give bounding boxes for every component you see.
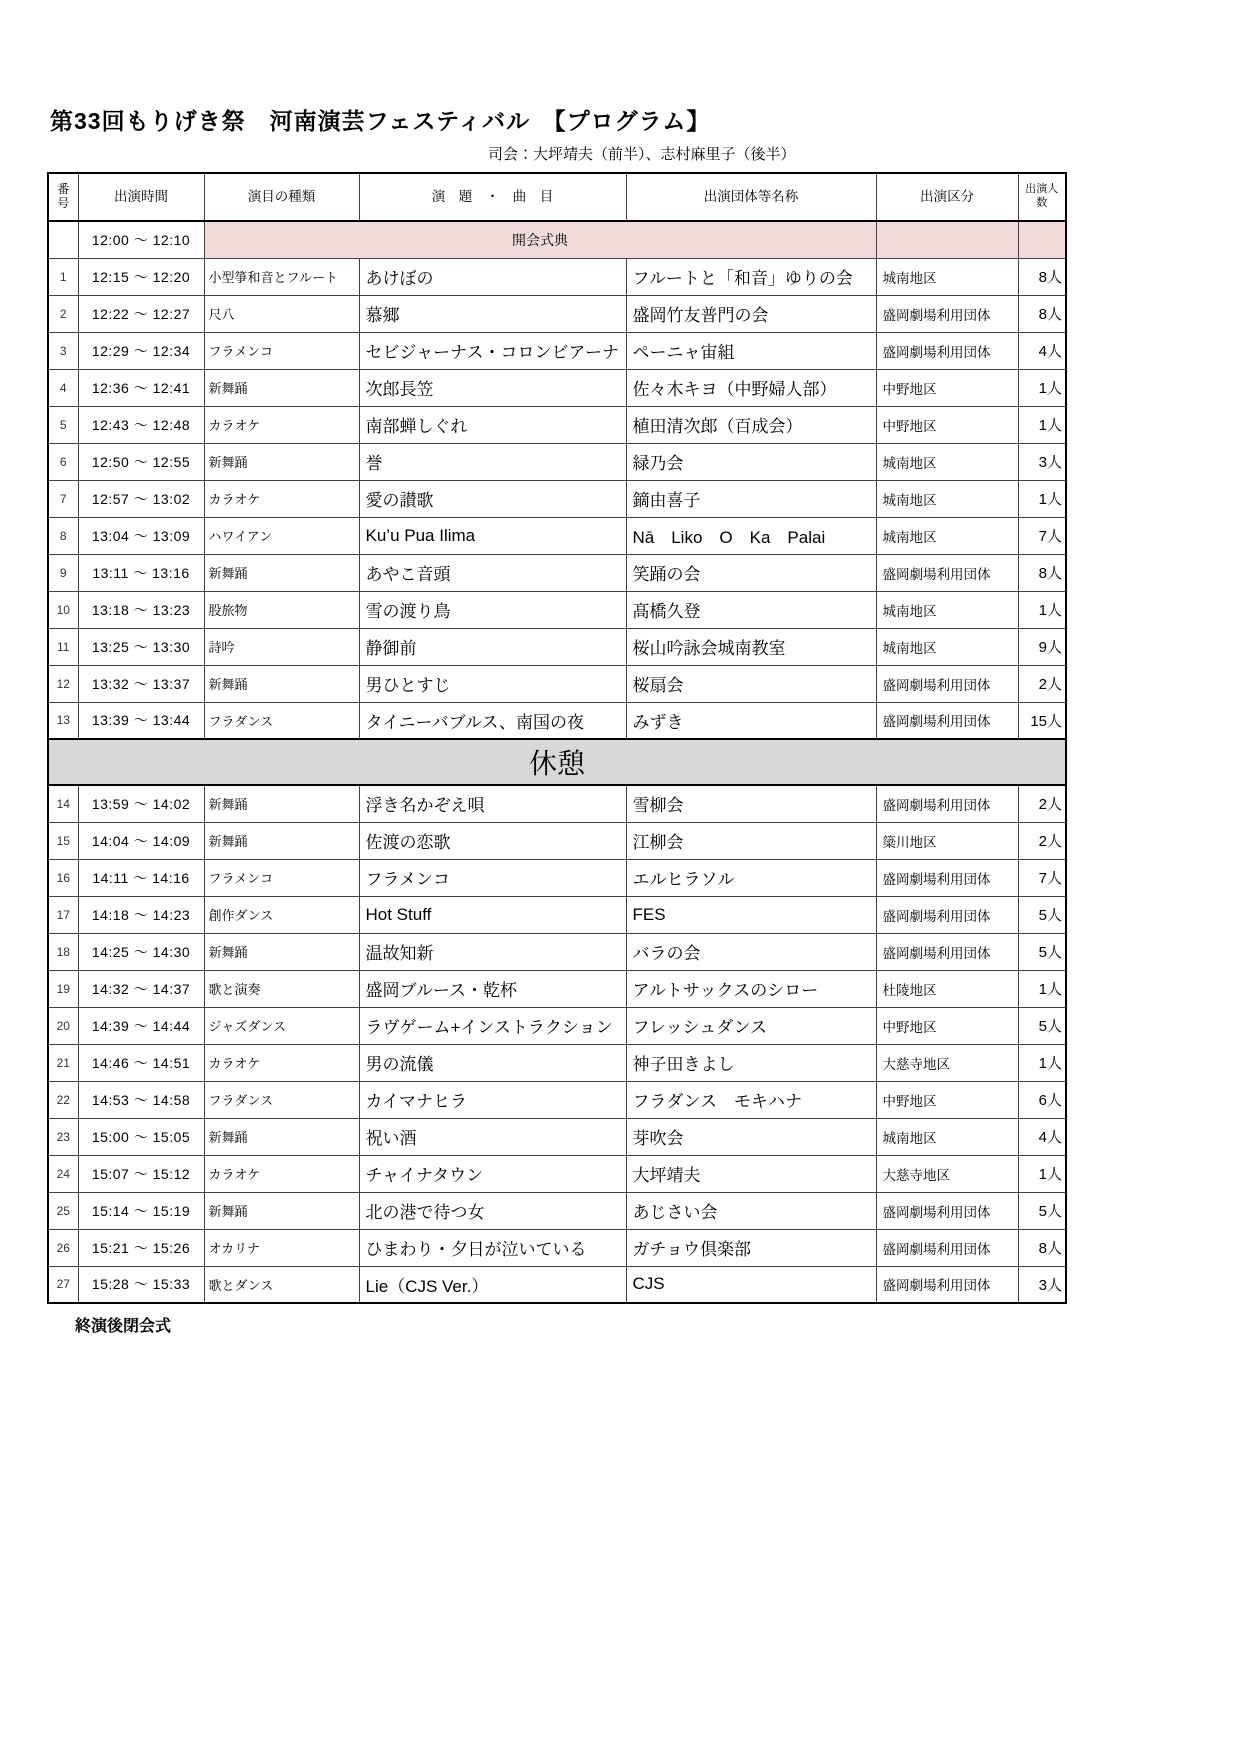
cell-no: 8 xyxy=(48,517,78,554)
cell-time: 14:04 ～ 14:09 xyxy=(78,822,204,859)
cell-count: 5人 xyxy=(1018,1192,1066,1229)
cell-no: 7 xyxy=(48,480,78,517)
cell-category: 大慈寺地区 xyxy=(876,1155,1018,1192)
cell-genre: フラメンコ xyxy=(204,332,359,369)
cell-no: 2 xyxy=(48,295,78,332)
table-row xyxy=(48,628,1066,665)
cell-count: 7人 xyxy=(1018,859,1066,896)
cell-group: バラの会 xyxy=(626,933,876,970)
cell-count: 4人 xyxy=(1018,332,1066,369)
cell-group: 鏑由喜子 xyxy=(626,480,876,517)
cell-title: ラヴゲーム+インストラクション xyxy=(359,1007,626,1044)
cell-genre: 新舞踊 xyxy=(204,665,359,702)
cell-category: 城南地区 xyxy=(876,517,1018,554)
table-row xyxy=(48,554,1066,591)
header-genre: 演目の種類 xyxy=(204,173,359,221)
cell-count: 1人 xyxy=(1018,591,1066,628)
cell-title: フラメンコ xyxy=(359,859,626,896)
cell-category: 盛岡劇場利用団体 xyxy=(876,295,1018,332)
cell-group: 大坪靖夫 xyxy=(626,1155,876,1192)
cell-no: 23 xyxy=(48,1118,78,1155)
cell-count: 7人 xyxy=(1018,517,1066,554)
cell-category: 城南地区 xyxy=(876,628,1018,665)
cell-no: 27 xyxy=(48,1266,78,1303)
cell-time: 13:59 ～ 14:02 xyxy=(78,785,204,822)
cell-no: 11 xyxy=(48,628,78,665)
table-row xyxy=(48,406,1066,443)
cell-count: 2人 xyxy=(1018,785,1066,822)
cell-group: 髙橋久登 xyxy=(626,591,876,628)
table-row xyxy=(48,258,1066,295)
page-title: 第33回もりげき祭 河南演芸フェスティバル 【プログラム】 xyxy=(50,108,711,134)
opening-ceremony-row xyxy=(48,221,1066,258)
cell-no: 18 xyxy=(48,933,78,970)
cell-category: 中野地区 xyxy=(876,406,1018,443)
header-title: 演 題 ・ 曲 目 xyxy=(359,173,626,221)
cell-category: 盛岡劇場利用団体 xyxy=(876,554,1018,591)
cell-no: 6 xyxy=(48,443,78,480)
cell-genre: ジャズダンス xyxy=(204,1007,359,1044)
cell-no xyxy=(48,221,78,258)
cell-group: 芽吹会 xyxy=(626,1118,876,1155)
cell-time: 13:32 ～ 13:37 xyxy=(78,665,204,702)
header-row xyxy=(48,173,1066,221)
cell-no: 16 xyxy=(48,859,78,896)
cell-category: 盛岡劇場利用団体 xyxy=(876,896,1018,933)
cell-time: 12:43 ～ 12:48 xyxy=(78,406,204,443)
cell-title: 北の港で待つ女 xyxy=(359,1192,626,1229)
cell-genre: 新舞踊 xyxy=(204,554,359,591)
cell-count: 3人 xyxy=(1018,443,1066,480)
cell-title: チャイナタウン xyxy=(359,1155,626,1192)
cell-no: 12 xyxy=(48,665,78,702)
cell-group: あじさい会 xyxy=(626,1192,876,1229)
cell-genre: 創作ダンス xyxy=(204,896,359,933)
break-label: 休憩 xyxy=(48,739,1066,785)
cell-count: 2人 xyxy=(1018,822,1066,859)
header-category: 出演区分 xyxy=(876,173,1018,221)
cell-count: 8人 xyxy=(1018,1229,1066,1266)
cell-category: 盛岡劇場利用団体 xyxy=(876,1229,1018,1266)
cell-genre: 歌と演奏 xyxy=(204,970,359,1007)
cell-time: 12:15 ～ 12:20 xyxy=(78,258,204,295)
cell-title: 浮き名かぞえ唄 xyxy=(359,785,626,822)
cell-count: 1人 xyxy=(1018,1044,1066,1081)
table-row xyxy=(48,896,1066,933)
cell-title: 雪の渡り鳥 xyxy=(359,591,626,628)
table-header xyxy=(48,173,1066,221)
cell-title: タイニーバブルス、南国の夜 xyxy=(359,702,626,739)
cell-category: 盛岡劇場利用団体 xyxy=(876,933,1018,970)
table-row xyxy=(48,1118,1066,1155)
cell-category: 城南地区 xyxy=(876,258,1018,295)
cell-title: 次郎長笠 xyxy=(359,369,626,406)
cell-no: 22 xyxy=(48,1081,78,1118)
cell-category: 杜陵地区 xyxy=(876,970,1018,1007)
cell-count: 8人 xyxy=(1018,295,1066,332)
cell-title: ひまわり・夕日が泣いている xyxy=(359,1229,626,1266)
cell-genre: カラオケ xyxy=(204,1155,359,1192)
cell-title: 誉 xyxy=(359,443,626,480)
cell-group: 笑踊の会 xyxy=(626,554,876,591)
cell-count: 1人 xyxy=(1018,369,1066,406)
cell-no: 26 xyxy=(48,1229,78,1266)
table-row xyxy=(48,933,1066,970)
cell-category: 城南地区 xyxy=(876,443,1018,480)
cell-time: 12:29 ～ 12:34 xyxy=(78,332,204,369)
cell-count: 5人 xyxy=(1018,896,1066,933)
cell-genre: オカリナ xyxy=(204,1229,359,1266)
cell-group: 盛岡竹友普門の会 xyxy=(626,295,876,332)
cell-group: フルートと「和音」ゆりの会 xyxy=(626,258,876,295)
cell-category: 城南地区 xyxy=(876,480,1018,517)
cell-category: 中野地区 xyxy=(876,1007,1018,1044)
cell-title: あけぼの xyxy=(359,258,626,295)
cell-title: 静御前 xyxy=(359,628,626,665)
cell-count: 1人 xyxy=(1018,1155,1066,1192)
cell-count: 1人 xyxy=(1018,970,1066,1007)
cell-category: 盛岡劇場利用団体 xyxy=(876,332,1018,369)
emcee-note: 司会：大坪靖夫（前半）、志村麻里子（後半） xyxy=(488,146,796,163)
cell-group: ペーニャ宙組 xyxy=(626,332,876,369)
closing-ceremony-note: 終演後閉会式 xyxy=(75,1318,172,1335)
cell-group: CJS xyxy=(626,1266,876,1303)
cell-no: 17 xyxy=(48,896,78,933)
cell-time: 14:53 ～ 14:58 xyxy=(78,1081,204,1118)
cell-no: 19 xyxy=(48,970,78,1007)
cell-no: 10 xyxy=(48,591,78,628)
cell-genre: 尺八 xyxy=(204,295,359,332)
cell-title: あやこ音頭 xyxy=(359,554,626,591)
opening-ceremony-label: 開会式典 xyxy=(204,221,876,258)
cell-title: 慕郷 xyxy=(359,295,626,332)
cell-time: 12:36 ～ 12:41 xyxy=(78,369,204,406)
cell-time: 15:21 ～ 15:26 xyxy=(78,1229,204,1266)
cell-group: エルヒラソル xyxy=(626,859,876,896)
table-row xyxy=(48,517,1066,554)
cell-category: 大慈寺地区 xyxy=(876,1044,1018,1081)
cell-time: 14:18 ～ 14:23 xyxy=(78,896,204,933)
cell-no: 13 xyxy=(48,702,78,739)
cell-count: 1人 xyxy=(1018,406,1066,443)
cell-count: 1人 xyxy=(1018,480,1066,517)
cell-genre: フラダンス xyxy=(204,1081,359,1118)
table-row xyxy=(48,1266,1066,1303)
cell-time: 14:46 ～ 14:51 xyxy=(78,1044,204,1081)
cell-group: 佐々木キヨ（中野婦人部） xyxy=(626,369,876,406)
cell-group: FES xyxy=(626,896,876,933)
header-time: 出演時間 xyxy=(78,173,204,221)
cell-no: 20 xyxy=(48,1007,78,1044)
cell-count: 8人 xyxy=(1018,258,1066,295)
cell-genre: 新舞踊 xyxy=(204,1192,359,1229)
cell-genre: 股旅物 xyxy=(204,591,359,628)
cell-genre: 歌とダンス xyxy=(204,1266,359,1303)
cell-count: 9人 xyxy=(1018,628,1066,665)
cell-title: Ku’u Pua Ilima xyxy=(359,517,626,554)
cell-group: フラダンス モキハナ xyxy=(626,1081,876,1118)
header-count: 出演人数 xyxy=(1018,173,1066,221)
cell-category: 盛岡劇場利用団体 xyxy=(876,1192,1018,1229)
table-row xyxy=(48,591,1066,628)
cell-genre: 新舞踊 xyxy=(204,933,359,970)
cell-time: 15:28 ～ 15:33 xyxy=(78,1266,204,1303)
cell-title: 祝い酒 xyxy=(359,1118,626,1155)
cell-time: 13:39 ～ 13:44 xyxy=(78,702,204,739)
cell-time: 15:07 ～ 15:12 xyxy=(78,1155,204,1192)
cell-group: フレッシュダンス xyxy=(626,1007,876,1044)
cell-count: 6人 xyxy=(1018,1081,1066,1118)
table-row xyxy=(48,1192,1066,1229)
cell-time: 15:00 ～ 15:05 xyxy=(78,1118,204,1155)
cell-no: 1 xyxy=(48,258,78,295)
cell-title: カイマナヒラ xyxy=(359,1081,626,1118)
cell-genre: 詩吟 xyxy=(204,628,359,665)
cell-genre: 小型箏和音とフルート xyxy=(204,258,359,295)
cell-no: 5 xyxy=(48,406,78,443)
cell-category: 簗川地区 xyxy=(876,822,1018,859)
table-row xyxy=(48,1007,1066,1044)
table-row xyxy=(48,443,1066,480)
table-row xyxy=(48,369,1066,406)
cell-count: 15人 xyxy=(1018,702,1066,739)
header-group: 出演団体等名称 xyxy=(626,173,876,221)
cell-no: 4 xyxy=(48,369,78,406)
cell-category: 盛岡劇場利用団体 xyxy=(876,702,1018,739)
cell-group: 植田清次郎（百成会） xyxy=(626,406,876,443)
cell-time: 13:04 ～ 13:09 xyxy=(78,517,204,554)
cell-genre: 新舞踊 xyxy=(204,369,359,406)
cell-no: 3 xyxy=(48,332,78,369)
cell-title: 男の流儀 xyxy=(359,1044,626,1081)
cell-genre: 新舞踊 xyxy=(204,785,359,822)
cell-genre: カラオケ xyxy=(204,406,359,443)
cell-time: 14:39 ～ 14:44 xyxy=(78,1007,204,1044)
table-row xyxy=(48,702,1066,739)
cell-time: 14:32 ～ 14:37 xyxy=(78,970,204,1007)
cell-group: みずき xyxy=(626,702,876,739)
cell-title: 温故知新 xyxy=(359,933,626,970)
cell-category: 盛岡劇場利用団体 xyxy=(876,785,1018,822)
cell-group: 神子田きよし xyxy=(626,1044,876,1081)
cell-count: 5人 xyxy=(1018,1007,1066,1044)
cell-no: 15 xyxy=(48,822,78,859)
cell-time: 15:14 ～ 15:19 xyxy=(78,1192,204,1229)
cell-title: 南部蝉しぐれ xyxy=(359,406,626,443)
cell-category: 城南地区 xyxy=(876,1118,1018,1155)
cell-time: 13:25 ～ 13:30 xyxy=(78,628,204,665)
cell-category: 中野地区 xyxy=(876,369,1018,406)
cell-group: 雪柳会 xyxy=(626,785,876,822)
cell-count xyxy=(1018,221,1066,258)
cell-genre: 新舞踊 xyxy=(204,822,359,859)
cell-group: 桜扇会 xyxy=(626,665,876,702)
cell-category: 盛岡劇場利用団体 xyxy=(876,665,1018,702)
cell-no: 25 xyxy=(48,1192,78,1229)
cell-no: 14 xyxy=(48,785,78,822)
cell-category xyxy=(876,221,1018,258)
cell-count: 8人 xyxy=(1018,554,1066,591)
cell-time: 12:57 ～ 13:02 xyxy=(78,480,204,517)
table-row xyxy=(48,859,1066,896)
table-row xyxy=(48,970,1066,1007)
cell-group: 江柳会 xyxy=(626,822,876,859)
cell-no: 24 xyxy=(48,1155,78,1192)
table-row xyxy=(48,822,1066,859)
table-row xyxy=(48,1044,1066,1081)
table-row xyxy=(48,332,1066,369)
cell-genre: ハワイアン xyxy=(204,517,359,554)
cell-genre: 新舞踊 xyxy=(204,443,359,480)
cell-no: 21 xyxy=(48,1044,78,1081)
table-row xyxy=(48,295,1066,332)
table-row xyxy=(48,1155,1066,1192)
cell-title: Hot Stuff xyxy=(359,896,626,933)
cell-group: Nā Liko O Ka Palai xyxy=(626,517,876,554)
program-rows xyxy=(48,221,1066,1303)
cell-group: アルトサックスのシロー xyxy=(626,970,876,1007)
table-row xyxy=(48,665,1066,702)
cell-genre: カラオケ xyxy=(204,480,359,517)
table-row xyxy=(48,1229,1066,1266)
table-row xyxy=(48,785,1066,822)
cell-title: 佐渡の恋歌 xyxy=(359,822,626,859)
cell-time: 13:11 ～ 13:16 xyxy=(78,554,204,591)
cell-genre: 新舞踊 xyxy=(204,1118,359,1155)
cell-time: 12:22 ～ 12:27 xyxy=(78,295,204,332)
cell-time: 14:25 ～ 14:30 xyxy=(78,933,204,970)
table-row xyxy=(48,480,1066,517)
cell-title: Lie（CJS Ver.） xyxy=(359,1266,626,1303)
cell-time: 13:18 ～ 13:23 xyxy=(78,591,204,628)
cell-count: 3人 xyxy=(1018,1266,1066,1303)
header-no: 番号 xyxy=(48,173,78,221)
cell-category: 盛岡劇場利用団体 xyxy=(876,859,1018,896)
cell-count: 4人 xyxy=(1018,1118,1066,1155)
cell-group: 桜山吟詠会城南教室 xyxy=(626,628,876,665)
cell-count: 5人 xyxy=(1018,933,1066,970)
cell-genre: カラオケ xyxy=(204,1044,359,1081)
cell-title: 男ひとすじ xyxy=(359,665,626,702)
table-row xyxy=(48,1081,1066,1118)
cell-count: 2人 xyxy=(1018,665,1066,702)
cell-group: ガチョウ倶楽部 xyxy=(626,1229,876,1266)
cell-time: 12:50 ～ 12:55 xyxy=(78,443,204,480)
cell-genre: フラメンコ xyxy=(204,859,359,896)
cell-group: 緑乃会 xyxy=(626,443,876,480)
cell-title: 愛の讃歌 xyxy=(359,480,626,517)
program-table xyxy=(47,172,1067,1304)
cell-title: 盛岡ブルース・乾杯 xyxy=(359,970,626,1007)
cell-title: セビジャーナス・コロンビアーナ xyxy=(359,332,626,369)
cell-category: 城南地区 xyxy=(876,591,1018,628)
cell-category: 盛岡劇場利用団体 xyxy=(876,1266,1018,1303)
cell-genre: フラダンス xyxy=(204,702,359,739)
cell-category: 中野地区 xyxy=(876,1081,1018,1118)
break-row xyxy=(48,739,1066,785)
cell-no: 9 xyxy=(48,554,78,591)
cell-time: 14:11 ～ 14:16 xyxy=(78,859,204,896)
cell-time: 12:00 ～ 12:10 xyxy=(78,221,204,258)
